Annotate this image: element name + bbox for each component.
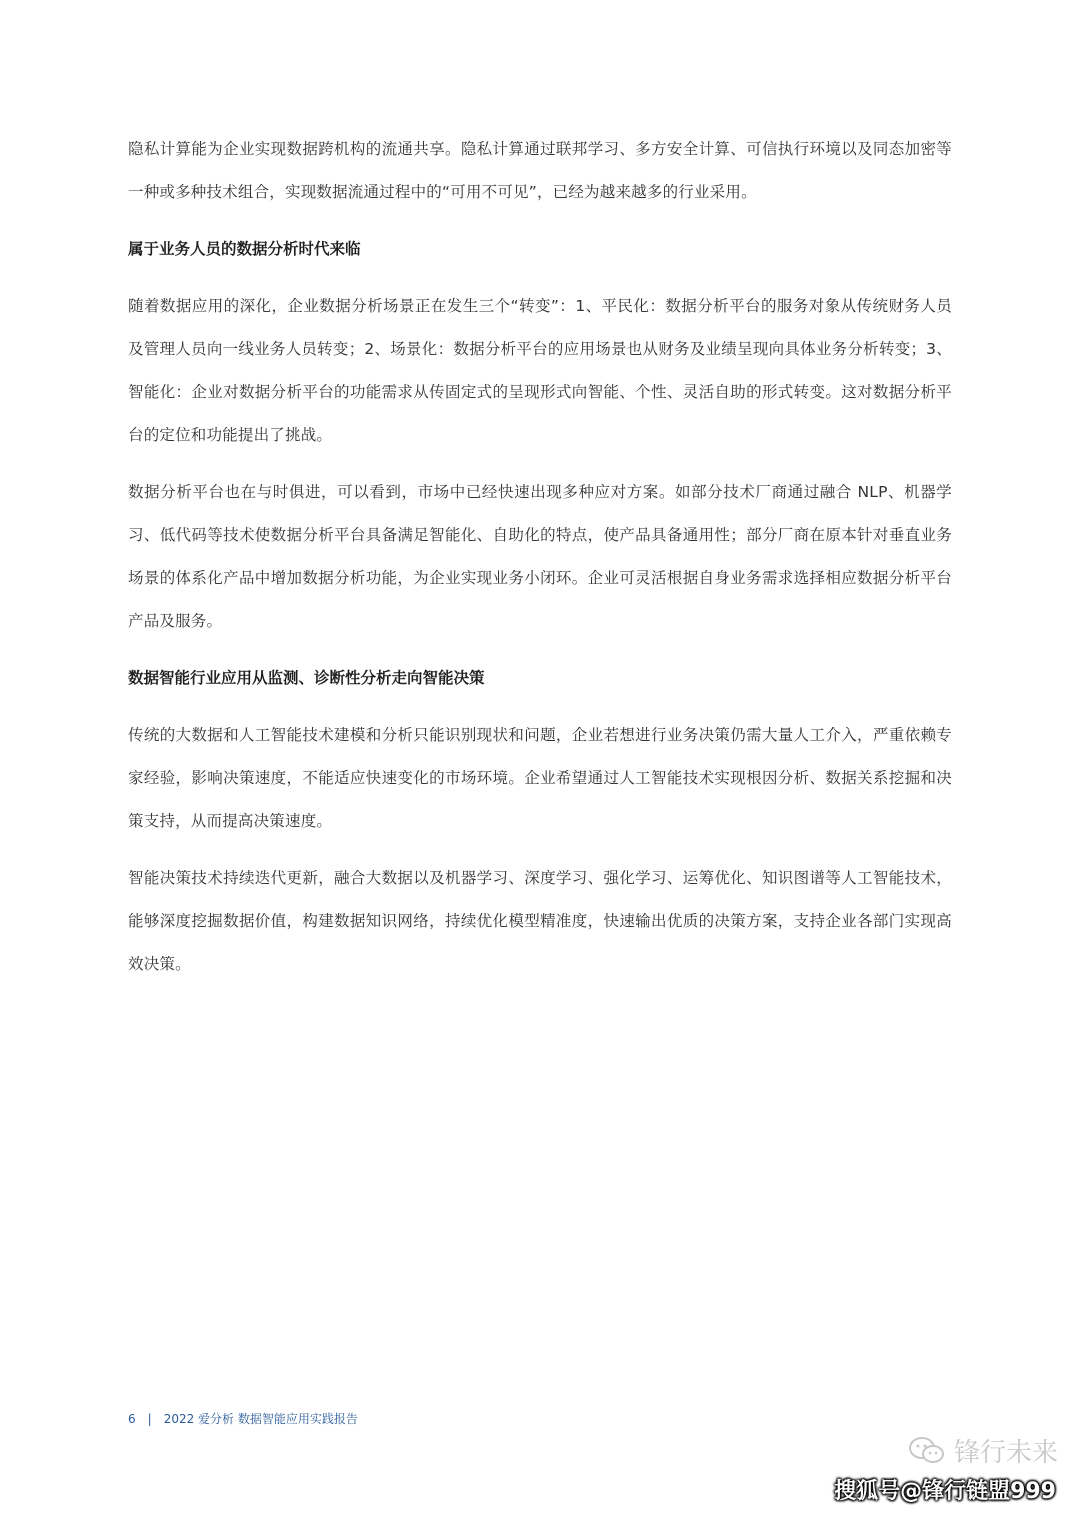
report-title: 2022 爱分析 数据智能应用实践报告: [163, 1412, 358, 1426]
sohu-watermark: 搜狐号@锋行链盟999: [834, 1479, 1056, 1504]
page-footer: [128, 1410, 358, 1427]
section-heading-intelligent-decision: 数据智能行业应用从监测、诊断性分析走向智能决策: [128, 669, 485, 687]
report-body: [128, 128, 952, 1000]
paragraph-traditional-analytics: 传统的大数据和人工智能技术建模和分析只能识别现状和问题，企业若想进行业务决策仍需大量人工介入，严重依赖专家经验，影响决策速度，不能适应快速变化的市场环境。企业希望通过人工智能技术实现根因分析、数据关系挖掘和决策支持，从而提高决策速度。: [128, 726, 952, 830]
paragraph-privacy-computing: 隐私计算能为企业实现数据跨机构的流通共享。隐私计算通过联邦学习、多方安全计算、可信执行环境以及同态加密等一种或多种技术组合，实现数据流通过程中的“可用不可见”，已经为越来越多的行业采用。: [128, 140, 952, 201]
paragraph-decision-technology: 智能决策技术持续迭代更新，融合大数据以及机器学习、深度学习、强化学习、运筹优化、知识图谱等人工智能技术，能够深度挖掘数据价值，构建数据知识网络，持续优化模型精准度，快速输出优质的决策方案，支持企业各部门实现高效决策。: [128, 869, 952, 973]
footer-separator: |: [147, 1411, 152, 1426]
wechat-account-name: 锋行未来: [953, 1438, 1058, 1468]
wechat-icon: [908, 1436, 946, 1466]
wechat-watermark: [908, 1432, 1058, 1469]
page-number: 6: [128, 1411, 136, 1426]
section-heading-business-analytics: 属于业务人员的数据分析时代来临: [128, 240, 361, 258]
paragraph-three-transformations: 随着数据应用的深化，企业数据分析场景正在发生三个“转变”：1、平民化：数据分析平台的服务对象从传统财务人员及管理人员向一线业务人员转变；2、场景化：数据分析平台的应用场景也从财务及业绩呈现向具体业务分析转变；3、智能化：企业对数据分析平台的功能需求从传固定式的呈现形式向智能、个性、灵活自助的形式转变。这对数据分析平台的定位和功能提出了挑战。: [128, 297, 952, 444]
paragraph-platform-evolution: 数据分析平台也在与时俱进，可以看到，市场中已经快速出现多种应对方案。如部分技术厂商通过融合 NLP、机器学习、低代码等技术使数据分析平台具备满足智能化、自助化的特点，使产品具备通用性；部分厂商在原本针对垂直业务场景的体系化产品中增加数据分析功能，为企业实现业务小闭环。企业可灵活根据自身业务需求选择相应数据分析平台产品及服务。: [128, 483, 952, 630]
